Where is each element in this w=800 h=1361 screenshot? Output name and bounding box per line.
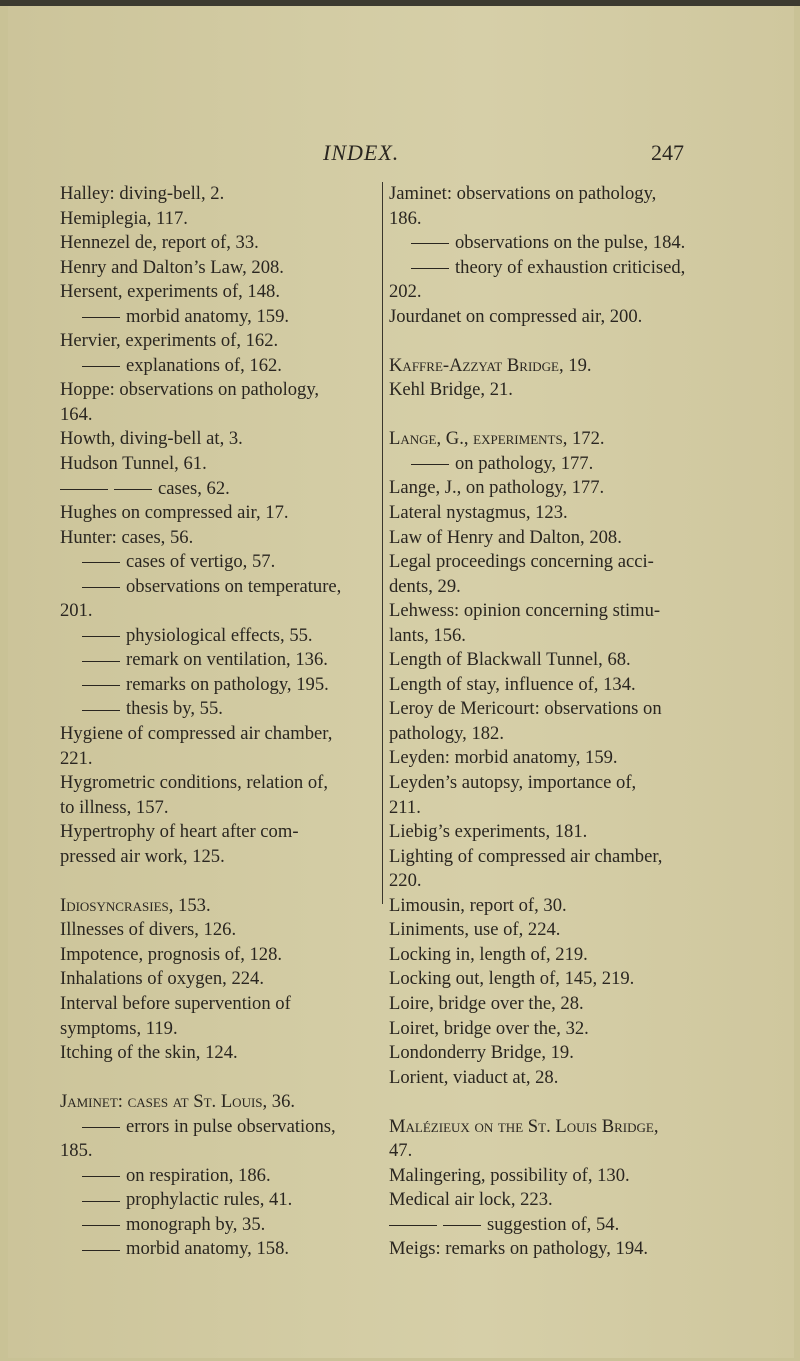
index-entry-continuation bbox=[60, 1139, 380, 1164]
index-entry-continuation bbox=[389, 624, 719, 649]
index-entry-continuation bbox=[60, 599, 380, 624]
index-subentry bbox=[389, 1213, 719, 1238]
entry-text: Liebig’s experiments, 181. bbox=[389, 821, 588, 843]
entry-text: Kehl Bridge, 21. bbox=[389, 379, 513, 401]
index-entry bbox=[389, 1188, 719, 1213]
index-entry bbox=[389, 697, 719, 722]
entry-text: 220. bbox=[389, 870, 422, 892]
index-entry-continuation bbox=[389, 280, 719, 305]
index-entry bbox=[60, 771, 380, 796]
index-entry-continuation bbox=[389, 1139, 719, 1164]
index-entry bbox=[389, 1164, 719, 1189]
entry-text: Impotence, prognosis of, 128. bbox=[60, 943, 283, 965]
index-subentry bbox=[60, 1237, 380, 1262]
entry-text: thesis by, 55. bbox=[126, 698, 223, 720]
entry-text: Leyden’s autopsy, importance of, bbox=[389, 772, 637, 794]
index-entry bbox=[389, 501, 719, 526]
index-column-right bbox=[389, 182, 719, 1262]
entry-text: lants, 156. bbox=[389, 624, 466, 646]
index-entry-continuation bbox=[60, 1017, 380, 1042]
index-subentry bbox=[60, 477, 380, 502]
index-entry bbox=[389, 1237, 719, 1262]
entry-text: 211. bbox=[389, 796, 421, 818]
entry-text: Hunter: cases, 56. bbox=[60, 526, 194, 548]
index-subentry bbox=[60, 1115, 380, 1140]
index-entry bbox=[389, 746, 719, 771]
index-subentry bbox=[389, 256, 719, 281]
entry-text: Londonderry Bridge, 19. bbox=[389, 1042, 574, 1064]
entry-text: Interval before supervention of bbox=[60, 993, 291, 1014]
entry-text: Hersent, experiments of, 148. bbox=[60, 281, 280, 303]
index-entry bbox=[389, 378, 719, 403]
column-divider bbox=[382, 182, 383, 904]
entry-text: 164. bbox=[60, 403, 93, 425]
entry-text: Inhalations of oxygen, 224. bbox=[60, 968, 264, 990]
entry-text: Hudson Tunnel, 61. bbox=[60, 453, 207, 475]
index-entry bbox=[60, 1041, 380, 1066]
entry-text: Hervier, experiments of, 162. bbox=[60, 330, 279, 352]
index-entry bbox=[389, 992, 719, 1017]
index-entry-continuation bbox=[389, 722, 719, 747]
index-subentry bbox=[60, 354, 380, 379]
entry-text: morbid anatomy, 158. bbox=[126, 1238, 290, 1260]
index-entry-continuation bbox=[389, 207, 719, 232]
index-entry bbox=[60, 452, 380, 477]
index-subentry bbox=[60, 1188, 380, 1213]
index-entry bbox=[60, 722, 380, 747]
index-entry-continuation bbox=[60, 796, 380, 821]
index-entry bbox=[389, 820, 719, 845]
entry-text: Leyden: morbid anatomy, 159. bbox=[389, 747, 618, 769]
entry-text: Jaminet: cases at St. Louis, 36. bbox=[60, 1091, 296, 1113]
entry-text: observations on temperature, bbox=[126, 575, 342, 597]
index-entry bbox=[60, 378, 380, 403]
entry-text: pressed air work, 125. bbox=[60, 845, 225, 867]
entry-text: remark on ventilation, 136. bbox=[126, 649, 328, 671]
entry-text: Length of stay, influence of, 134. bbox=[389, 673, 636, 695]
entry-text: 185. bbox=[60, 1140, 93, 1162]
index-subentry bbox=[60, 1164, 380, 1189]
entry-text: Idiosyncrasies, 153. bbox=[60, 894, 211, 916]
index-entry bbox=[389, 182, 719, 207]
entry-text: on pathology, 177. bbox=[455, 452, 594, 474]
index-entry bbox=[389, 1017, 719, 1042]
index-entry-continuation bbox=[60, 845, 380, 870]
entry-text: Halley: diving-bell, 2. bbox=[60, 183, 225, 204]
entry-text: Meigs: remarks on pathology, 194. bbox=[389, 1238, 649, 1260]
index-entry-continuation bbox=[60, 403, 380, 428]
index-entry-continuation bbox=[389, 869, 719, 894]
entry-text: Lateral nystagmus, 123. bbox=[389, 502, 568, 524]
index-entry bbox=[389, 673, 719, 698]
entry-text: 186. bbox=[389, 207, 422, 229]
entry-text: 47. bbox=[389, 1140, 413, 1162]
index-entry bbox=[389, 845, 719, 870]
entry-text: Hennezel de, report of, 33. bbox=[60, 232, 259, 254]
index-entry bbox=[60, 943, 380, 968]
entry-text: symptoms, 119. bbox=[60, 1017, 178, 1039]
index-entry bbox=[60, 894, 380, 919]
index-subentry bbox=[60, 550, 380, 575]
index-entry bbox=[389, 894, 719, 919]
index-entry-continuation bbox=[60, 747, 380, 772]
entry-text: Hypertrophy of heart after com- bbox=[60, 821, 299, 843]
entry-text: Locking in, length of, 219. bbox=[389, 943, 588, 965]
entry-text: Limousin, report of, 30. bbox=[389, 894, 567, 916]
index-entry bbox=[60, 1090, 380, 1115]
index-entry bbox=[60, 967, 380, 992]
index-subentry bbox=[60, 648, 380, 673]
index-entry bbox=[60, 231, 380, 256]
entry-text: Malézieux on the St. Louis Bridge, bbox=[389, 1115, 659, 1137]
entry-text: cases of vertigo, 57. bbox=[126, 551, 276, 573]
entry-text: 202. bbox=[389, 281, 422, 303]
entry-text: Locking out, length of, 145, 219. bbox=[389, 968, 635, 990]
entry-text: observations on the pulse, 184. bbox=[455, 232, 686, 254]
index-column-left bbox=[60, 182, 380, 1262]
entry-text: pathology, 182. bbox=[389, 722, 504, 744]
index-entry bbox=[60, 256, 380, 281]
entry-text: Jaminet: observations on pathology, bbox=[389, 183, 657, 204]
index-subentry bbox=[389, 231, 719, 256]
entry-text: Lighting of compressed air chamber, bbox=[389, 845, 663, 867]
index-entry bbox=[60, 992, 380, 1017]
index-subentry bbox=[60, 305, 380, 330]
index-subentry bbox=[60, 575, 380, 600]
entry-text: Illnesses of divers, 126. bbox=[60, 919, 237, 941]
entry-text: suggestion of, 54. bbox=[487, 1213, 620, 1235]
entry-text: Loire, bridge over the, 28. bbox=[389, 992, 584, 1014]
entry-text: physiological effects, 55. bbox=[126, 624, 313, 646]
entry-text: Leroy de Mericourt: observations on bbox=[389, 698, 662, 720]
entry-text: cases, 62. bbox=[158, 477, 230, 499]
index-entry bbox=[389, 526, 719, 551]
entry-text: Jourdanet on compressed air, 200. bbox=[389, 305, 643, 327]
index-entry bbox=[60, 280, 380, 305]
index-entry bbox=[389, 305, 719, 330]
entry-text: remarks on pathology, 195. bbox=[126, 673, 329, 695]
page-header bbox=[8, 140, 794, 170]
entry-text: Law of Henry and Dalton, 208. bbox=[389, 526, 622, 548]
index-subentry bbox=[389, 452, 719, 477]
index-entry bbox=[389, 427, 719, 452]
entry-text: Hoppe: observations on pathology, bbox=[60, 379, 320, 401]
running-title: INDEX. bbox=[323, 140, 400, 165]
entry-text: Malingering, possibility of, 130. bbox=[389, 1164, 630, 1186]
index-entry bbox=[389, 550, 719, 575]
entry-text: Hygiene of compressed air chamber, bbox=[60, 723, 333, 745]
index-entry bbox=[60, 207, 380, 232]
entry-text: on respiration, 186. bbox=[126, 1164, 271, 1186]
index-subentry bbox=[60, 673, 380, 698]
index-entry bbox=[389, 1115, 719, 1140]
entry-text: Lange, J., on pathology, 177. bbox=[389, 477, 605, 499]
index-entry bbox=[389, 648, 719, 673]
entry-text: to illness, 157. bbox=[60, 796, 169, 818]
entry-text: monograph by, 35. bbox=[126, 1213, 266, 1235]
entry-text: Henry and Dalton’s Law, 208. bbox=[60, 256, 284, 278]
index-entry-continuation bbox=[389, 575, 719, 600]
entry-text: Hygrometric conditions, relation of, bbox=[60, 772, 328, 794]
index-entry bbox=[60, 427, 380, 452]
entry-text: Length of Blackwall Tunnel, 68. bbox=[389, 649, 631, 671]
entry-text: Kaffre-Azzyat Bridge, 19. bbox=[389, 354, 592, 376]
index-entry bbox=[60, 918, 380, 943]
index-entry bbox=[389, 918, 719, 943]
index-subentry bbox=[60, 624, 380, 649]
entry-text: Hemiplegia, 117. bbox=[60, 207, 188, 229]
index-entry bbox=[389, 354, 719, 379]
entry-text: explanations of, 162. bbox=[126, 354, 282, 376]
index-entry-continuation bbox=[389, 796, 719, 821]
entry-text: Legal proceedings concerning acci- bbox=[389, 551, 654, 573]
index-entry bbox=[60, 526, 380, 551]
entry-text: Lorient, viaduct at, 28. bbox=[389, 1066, 559, 1088]
page-number: 247 bbox=[651, 140, 684, 165]
book-page bbox=[8, 6, 794, 1358]
ditto-dash bbox=[114, 489, 152, 490]
entry-text: morbid anatomy, 159. bbox=[126, 305, 290, 327]
entry-text: Howth, diving-bell at, 3. bbox=[60, 428, 243, 450]
index-entry bbox=[389, 771, 719, 796]
index-entry bbox=[389, 967, 719, 992]
entry-text: 221. bbox=[60, 747, 93, 769]
index-entry bbox=[389, 1066, 719, 1091]
index-entry bbox=[60, 501, 380, 526]
entry-text: theory of exhaustion criticised, bbox=[455, 256, 686, 278]
entry-text: prophylactic rules, 41. bbox=[126, 1189, 293, 1211]
entry-text: Lehwess: opinion concerning stimu- bbox=[389, 600, 661, 622]
index-entry bbox=[60, 820, 380, 845]
index-entry bbox=[389, 599, 719, 624]
index-entry bbox=[60, 329, 380, 354]
index-subentry bbox=[60, 697, 380, 722]
index-entry bbox=[389, 943, 719, 968]
entry-text: Hughes on compressed air, 17. bbox=[60, 502, 289, 524]
index-entry bbox=[389, 1041, 719, 1066]
entry-text: Lange, G., experiments, 172. bbox=[389, 428, 605, 450]
ditto-dash bbox=[443, 1225, 481, 1226]
entry-text: dents, 29. bbox=[389, 575, 461, 597]
entry-text: Itching of the skin, 124. bbox=[60, 1042, 238, 1064]
entry-text: Medical air lock, 223. bbox=[389, 1189, 553, 1211]
index-entry bbox=[60, 182, 380, 207]
index-entry bbox=[389, 476, 719, 501]
entry-text: errors in pulse observations, bbox=[126, 1115, 336, 1137]
entry-text: Loiret, bridge over the, 32. bbox=[389, 1017, 589, 1039]
entry-text: Liniments, use of, 224. bbox=[389, 919, 561, 941]
entry-text: 201. bbox=[60, 600, 93, 622]
index-subentry bbox=[60, 1213, 380, 1238]
